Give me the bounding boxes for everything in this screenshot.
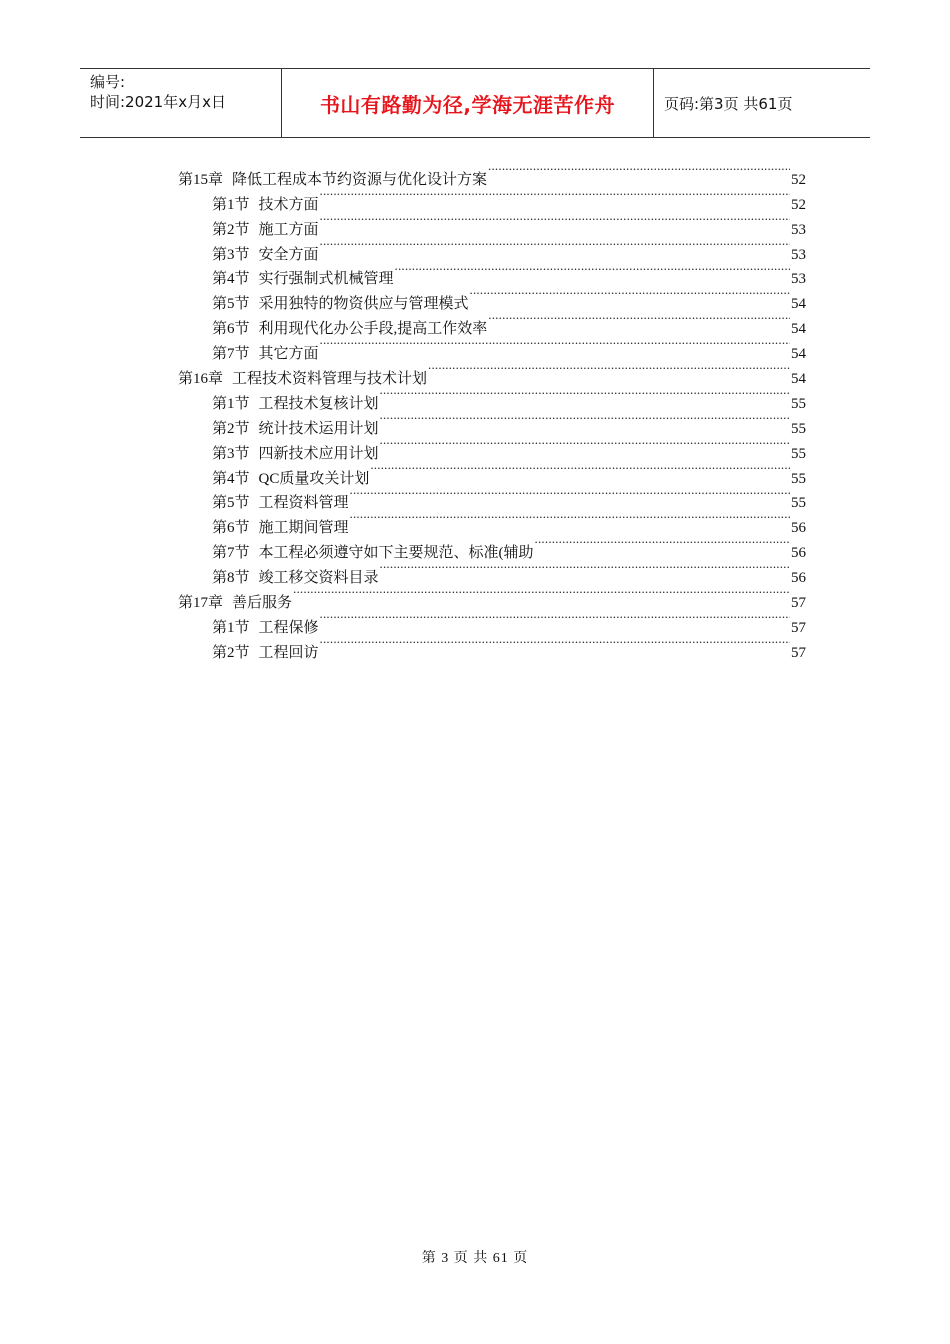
- toc-dot-leader: [395, 259, 790, 284]
- toc-entry-number: 第2节: [212, 644, 250, 661]
- toc-dot-leader: [320, 234, 790, 259]
- toc-dot-leader: [380, 433, 790, 458]
- toc-entry-page: 54: [791, 321, 806, 338]
- toc-entry-title: 安全方面: [258, 246, 319, 263]
- toc-entry-page: 55: [791, 395, 806, 412]
- document-time-label: 时间:2021年x月x日: [90, 93, 226, 111]
- toc-entry-page: 55: [791, 470, 806, 487]
- toc-entry-title: 工程回访: [258, 644, 319, 661]
- toc-entry-page: 56: [791, 570, 806, 587]
- toc-entry-page: 52: [791, 196, 806, 213]
- toc-entry-page: 53: [791, 246, 806, 263]
- toc-entry-number: 第5节: [212, 495, 250, 512]
- toc-dot-leader: [380, 557, 790, 582]
- header-meta: [80, 69, 282, 137]
- toc-entry-number: 第1节: [212, 395, 250, 412]
- toc-entry-number: 第3节: [212, 445, 250, 462]
- toc-entry-title: QC质量攻关计划: [258, 470, 370, 487]
- toc-entry-number: 第8节: [212, 570, 250, 587]
- toc-entry-title: 其它方面: [258, 346, 319, 363]
- toc-entry-title: 实行强制式机械管理: [258, 271, 394, 288]
- toc-entry-title: 统计技术运用计划: [258, 420, 379, 437]
- toc-entry-page: 54: [791, 296, 806, 313]
- toc-dot-leader: [380, 383, 790, 408]
- toc-entry-number: 第1节: [212, 196, 250, 213]
- toc-entry-number: 第16章: [178, 371, 224, 388]
- header-motto: 书山有路勤为径,学海无涯苦作舟: [282, 69, 654, 137]
- toc-entry[interactable]: [178, 159, 806, 188]
- toc-dot-leader: [535, 532, 790, 557]
- page-header: [80, 68, 870, 138]
- toc-entry-number: 第4节: [212, 470, 250, 487]
- toc-entry-number: 第7节: [212, 346, 250, 363]
- toc-entry-title: 工程技术复核计划: [258, 395, 379, 412]
- toc-dot-leader: [488, 308, 790, 333]
- toc-dot-leader: [320, 333, 790, 358]
- toc-dot-leader: [380, 408, 790, 433]
- toc-entry-title: 采用独特的物资供应与管理模式: [258, 296, 469, 313]
- toc-entry-title: 竣工移交资料目录: [258, 570, 379, 587]
- toc-entry-page: 57: [791, 619, 806, 636]
- toc-entry-page: 57: [791, 595, 806, 612]
- toc-dot-leader: [350, 483, 790, 508]
- toc-entry-number: 第6节: [212, 321, 250, 338]
- toc-dot-leader: [293, 582, 790, 607]
- toc-entry-page: 57: [791, 644, 806, 661]
- toc-entry-number: 第2节: [212, 221, 250, 238]
- table-of-contents: [178, 159, 806, 661]
- toc-entry-title: 施工期间管理: [258, 520, 349, 537]
- toc-entry-number: 第6节: [212, 520, 250, 537]
- toc-entry-number: 第17章: [178, 595, 224, 612]
- toc-entry-title: 本工程必须遵守如下主要规范、标准(辅助: [258, 545, 534, 562]
- toc-entry-title: 降低工程成本节约资源与优化设计方案: [232, 171, 488, 188]
- toc-entry-page: 52: [791, 171, 806, 188]
- toc-entry-page: 53: [791, 271, 806, 288]
- toc-dot-leader: [488, 159, 790, 184]
- toc-dot-leader: [370, 458, 790, 483]
- toc-entry-page: 54: [791, 371, 806, 388]
- toc-entry-number: 第4节: [212, 271, 250, 288]
- toc-entry-number: 第15章: [178, 171, 224, 188]
- toc-entry-number: 第1节: [212, 619, 250, 636]
- page-footer: 第 3 页 共 61 页: [421, 1251, 529, 1266]
- toc-dot-leader: [350, 507, 790, 532]
- toc-dot-leader: [320, 209, 790, 234]
- toc-dot-leader: [320, 632, 790, 657]
- toc-entry-page: 55: [791, 420, 806, 437]
- toc-entry-title: 工程资料管理: [258, 495, 349, 512]
- toc-entry-title: 施工方面: [258, 221, 319, 238]
- toc-entry-title: 工程技术资料管理与技术计划: [232, 371, 428, 388]
- toc-entry-number: 第3节: [212, 246, 250, 263]
- toc-entry-number: 第7节: [212, 545, 250, 562]
- toc-entry-title: 工程保修: [258, 619, 319, 636]
- toc-entry-number: 第5节: [212, 296, 250, 313]
- toc-dot-leader: [470, 283, 790, 308]
- toc-dot-leader: [320, 607, 790, 632]
- toc-entry-page: 55: [791, 495, 806, 512]
- toc-entry-number: 第2节: [212, 420, 250, 437]
- toc-dot-leader: [320, 184, 790, 209]
- header-page-info: 页码:第3页 共61页: [664, 94, 793, 113]
- toc-entry-page: 54: [791, 346, 806, 363]
- toc-dot-leader: [428, 358, 790, 383]
- toc-entry-page: 56: [791, 545, 806, 562]
- toc-entry-title: 四新技术应用计划: [258, 445, 379, 462]
- toc-entry-title: 技术方面: [258, 196, 319, 213]
- toc-entry-page: 56: [791, 520, 806, 537]
- toc-entry-page: 53: [791, 221, 806, 238]
- toc-entry-title: 利用现代化办公手段,提高工作效率: [258, 321, 488, 338]
- toc-entry-page: 55: [791, 445, 806, 462]
- document-number-label: 编号:: [90, 73, 126, 91]
- toc-entry-title: 善后服务: [232, 595, 293, 612]
